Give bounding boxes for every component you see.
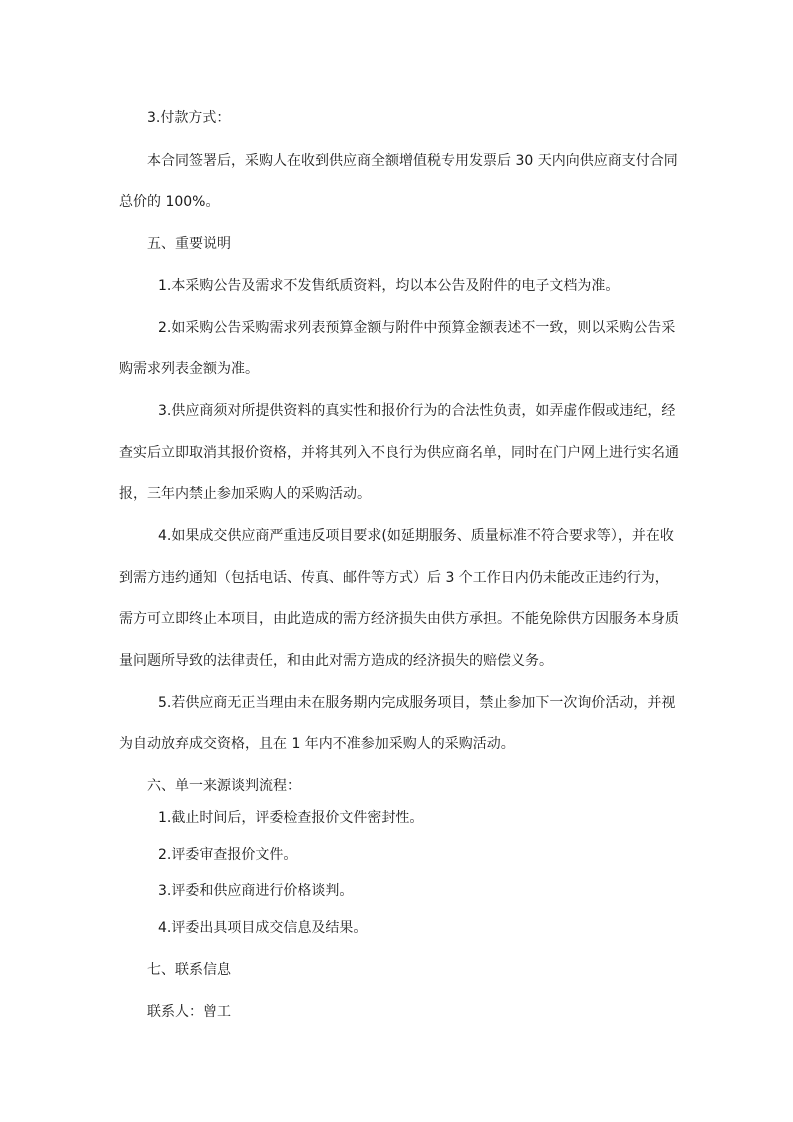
paragraph-line: 需方可立即终止本项目，由此造成的需方经济损失由供方承担。不能免除供方因服务本身质 (119, 611, 679, 627)
section-heading-negotiation-process: 六、单一来源谈判流程： (147, 778, 301, 794)
paragraph-line: 报，三年内禁止参加采购人的采购活动。 (119, 486, 371, 502)
paragraph-line: 查实后立即取消其报价资格，并将其列入不良行为供应商名单，同时在门户网上进行实名通 (119, 445, 679, 461)
paragraph-line: 本合同签署后，采购人在收到供应商全额增值税专用发票后 30 天内向供应商支付合同 (147, 153, 678, 169)
paragraph-line: 5.若供应商无正当理由未在服务期内完成服务项目，禁止参加下一次询价活动，并视 (158, 695, 676, 711)
list-item: 3.评委和供应商进行价格谈判。 (158, 883, 354, 899)
paragraph-line: 为自动放弃成交资格，且在 1 年内不准参加采购人的采购活动。 (119, 736, 515, 752)
paragraph-line: 2.如采购公告采购需求列表预算金额与附件中预算金额表述不一致，则以采购公告采 (158, 320, 676, 336)
list-item: 2.评委审查报价文件。 (158, 847, 298, 863)
paragraph-line: 购需求列表金额为准。 (119, 361, 259, 377)
contact-person: 联系人：曾工 (147, 1004, 231, 1020)
paragraph-line: 3.供应商须对所提供资料的真实性和报价行为的合法性负责，如弄虚作假或违纪，经 (158, 403, 676, 419)
section-heading-important-notes: 五、重要说明 (147, 236, 231, 252)
payment-method-heading: 3.付款方式： (147, 110, 231, 126)
paragraph-line: 到需方违约通知（包括电话、传真、邮件等方式）后 3 个工作日内仍未能改正违约行为， (119, 570, 669, 586)
list-item: 4.评委出具项目成交信息及结果。 (158, 920, 368, 936)
paragraph-line: 4.如果成交供应商严重违反项目要求(如延期服务、质量标准不符合要求等），并在收 (158, 528, 674, 544)
paragraph-line: 1.本采购公告及需求不发售纸质资料，均以本公告及附件的电子文档为准。 (158, 278, 620, 294)
list-item: 1.截止时间后，评委检查报价文件密封性。 (158, 810, 424, 826)
paragraph-line: 量问题所导致的法律责任，和由此对需方造成的经济损失的赔偿义务。 (119, 653, 553, 669)
section-heading-contact-info: 七、联系信息 (147, 962, 231, 978)
paragraph-line: 总价的 100%。 (119, 194, 220, 210)
